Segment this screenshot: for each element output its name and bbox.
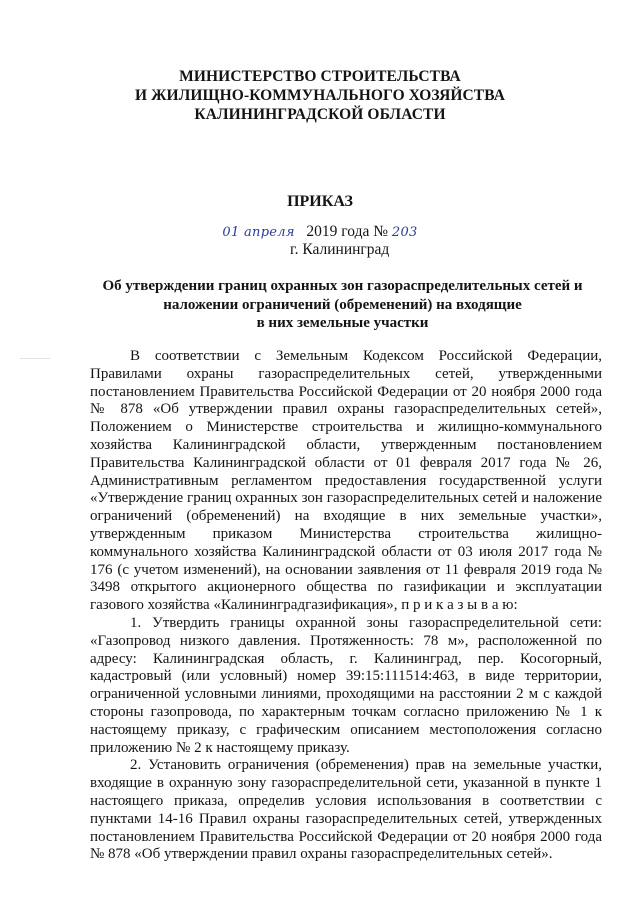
body-paragraph: В соответствии с Земельным Кодексом Российской Федерации, Правилами охраны газораспределительных сетей, утвержденными постановлением Правительства Российской Федерации от 20 ноября 2000 года № 878 «Об утверждении правил охраны газораспределительных сетей», Положением о Министерстве строительства и жилищно-коммунального хозяйства Калининградской области, утвержденным постановлением Правительства Калининградской области от 01 февраля 2017 года № 26, Административным регламентом предоставления государственной услуги «Утверждение границ охранных зон газораспределительных сетей и наложение ограничений (обременений) на входящие в них земельные участки», утвержденным приказом Министерства строительства жилищно-коммунального хозяйства Калининградской области от 03 июля 2017 года № 176 (с учетом изменений), на основании заявления от 11 февраля 2019 года № 3498 открытого акционерного общества по газификации и эксплуатации газового хозяйства «Калининградгазификация», п р и к а з ы в а ю:	[90, 348, 602, 614]
body-paragraph: 2. Установить ограничения (обременения) прав на земельные участки, входящие в охранную зону газораспределительной сети, указанной в пункте 1 настоящего приказа, определив условия использования в соответствии с пунктами 14-16 Правил охраны газораспределительных сетей, утвержденных постановлением Правительства Российской Федерации от 20 ноября 2000 года № 878 «Об утверждении правил охраны газораспределительных сетей».	[90, 757, 602, 863]
handwritten-date: 01 апреля	[222, 225, 295, 240]
order-subject	[90, 277, 595, 333]
ministry-line: МИНИСТЕРСТВО СТРОИТЕЛЬСТВА	[179, 68, 461, 85]
scan-artifact	[20, 358, 50, 359]
ministry-line: КАЛИНИНГРАДСКОЙ ОБЛАСТИ	[194, 106, 446, 123]
order-city: г. Калининград	[290, 241, 390, 258]
printed-date: 2019 года №	[306, 223, 389, 240]
ministry-header	[0, 67, 640, 124]
body-paragraph: 1. Утвердить границы охранной зоны газораспределительной сети: «Газопровод низкого давления. Протяженность: 78 м», расположенной по адресу: Калининградская область, г. Калининград, пер. Косогорный, кадастровый (или условный) номер 39:15:111514:463, в виде территории, ограниченной условными линиями, проходящими на расстоянии 2 м с каждой стороны газопровода, по характерным точкам согласно приложению № 1 к настоящему приказу, с графическим описанием местоположения согласно приложению № 2 к настоящему приказу.	[90, 614, 602, 756]
ministry-line: И ЖИЛИЩНО-КОММУНАЛЬНОГО ХОЗЯЙСТВА	[134, 87, 506, 104]
handwritten-number: 203	[391, 225, 418, 240]
subject-line: в них земельные участки	[256, 315, 429, 331]
order-body	[90, 348, 602, 864]
order-title: ПРИКАЗ	[287, 193, 353, 210]
subject-line: наложении ограничений (обременений) на входящие	[163, 296, 522, 313]
subject-line: Об утверждении границ охранных зон газораспределительных сетей и	[102, 278, 583, 294]
